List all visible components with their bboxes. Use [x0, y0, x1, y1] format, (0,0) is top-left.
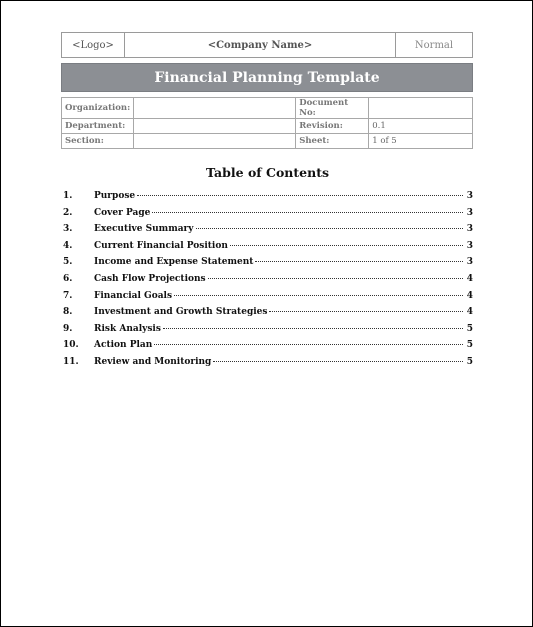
table-of-contents — [63, 191, 473, 374]
toc-entry-label[interactable]: Financial Goals — [94, 290, 173, 301]
toc-entry-label[interactable]: Executive Summary — [94, 224, 194, 235]
toc-entry-label[interactable]: Purpose — [94, 191, 136, 201]
organization-label: Organization: — [62, 98, 134, 119]
toc-entry[interactable] — [63, 291, 473, 308]
organization-value — [134, 98, 296, 119]
company-name: <Company Name> — [125, 33, 396, 57]
toc-entry[interactable] — [63, 307, 473, 324]
department-value — [134, 119, 296, 134]
toc-entry[interactable] — [63, 208, 473, 225]
department-label: Department: — [62, 119, 134, 134]
toc-entry[interactable] — [63, 224, 473, 241]
toc-entry[interactable] — [63, 191, 473, 208]
info-row-organization — [62, 98, 473, 119]
toc-leader-dots — [196, 228, 463, 229]
toc-entry-label[interactable]: Current Financial Position — [94, 240, 228, 251]
toc-entry-number: 2. — [63, 207, 73, 218]
sheet-label: Sheet: — [296, 134, 369, 149]
toc-leader-dots — [269, 311, 463, 312]
toc-entry-page[interactable]: 5 — [466, 323, 473, 334]
toc-leader-dots — [163, 328, 463, 329]
toc-entry-page[interactable]: 3 — [466, 224, 473, 235]
toc-entry-number: 4. — [63, 240, 73, 251]
toc-heading: Table of Contents — [205, 165, 330, 180]
toc-entry-number: 1. — [63, 191, 73, 201]
toc-entry-page[interactable]: 3 — [466, 240, 473, 251]
document-title: Financial Planning Template — [61, 63, 473, 92]
header-table — [61, 32, 473, 58]
toc-entry-number: 10. — [63, 340, 79, 351]
toc-entry-page[interactable]: 3 — [466, 207, 473, 218]
toc-entry-label[interactable]: Cover Page — [94, 207, 151, 218]
toc-entry-label[interactable]: Cash Flow Projections — [94, 273, 206, 284]
document-info-table — [61, 97, 473, 149]
toc-entry[interactable] — [63, 357, 473, 374]
toc-entry-label[interactable]: Risk Analysis — [94, 323, 161, 334]
toc-entry-page[interactable]: 3 — [466, 257, 473, 268]
toc-leader-dots — [137, 195, 463, 196]
toc-entry-number: 5. — [63, 257, 73, 268]
section-label: Section: — [62, 134, 134, 149]
toc-entry[interactable] — [63, 340, 473, 357]
toc-entry[interactable] — [63, 241, 473, 258]
info-row-section — [62, 134, 473, 149]
toc-leader-dots — [213, 361, 463, 362]
toc-entry[interactable] — [63, 324, 473, 341]
toc-entry-page[interactable]: 4 — [466, 273, 473, 284]
toc-entry-number: 11. — [63, 356, 79, 367]
revision-value: 0.1 — [369, 119, 473, 134]
toc-entry-page[interactable]: 4 — [466, 290, 473, 301]
logo-placeholder: <Logo> — [62, 33, 125, 57]
toc-entry[interactable] — [63, 257, 473, 274]
toc-entry-label[interactable]: Review and Monitoring — [94, 356, 212, 367]
toc-leader-dots — [174, 295, 463, 296]
toc-entry-label[interactable]: Action Plan — [94, 340, 153, 351]
toc-entry-page[interactable]: 5 — [466, 356, 473, 367]
toc-entry[interactable] — [63, 274, 473, 291]
toc-leader-dots — [208, 278, 463, 279]
toc-leader-dots — [154, 344, 463, 345]
document-no-value — [369, 98, 473, 119]
toc-entry-page[interactable]: 4 — [466, 307, 473, 318]
toc-entry-number: 7. — [63, 290, 73, 301]
toc-entry-page[interactable]: 5 — [466, 340, 473, 351]
toc-entry-number: 8. — [63, 307, 73, 318]
sheet-value: 1 of 5 — [369, 134, 473, 149]
toc-entry-number: 6. — [63, 273, 73, 284]
document-no-label: Document No: — [296, 98, 369, 119]
section-value — [134, 134, 296, 149]
toc-entry-label[interactable]: Investment and Growth Strategies — [94, 307, 268, 318]
toc-entry-number: 3. — [63, 224, 73, 235]
revision-label: Revision: — [296, 119, 369, 134]
info-row-department — [62, 119, 473, 134]
toc-leader-dots — [152, 212, 463, 213]
toc-leader-dots — [230, 245, 463, 246]
toc-entry-page[interactable]: 3 — [466, 191, 473, 201]
toc-entry-label[interactable]: Income and Expense Statement — [94, 257, 254, 268]
toc-leader-dots — [255, 261, 463, 262]
status-label: Normal — [414, 39, 454, 51]
toc-entry-number: 9. — [63, 323, 73, 334]
